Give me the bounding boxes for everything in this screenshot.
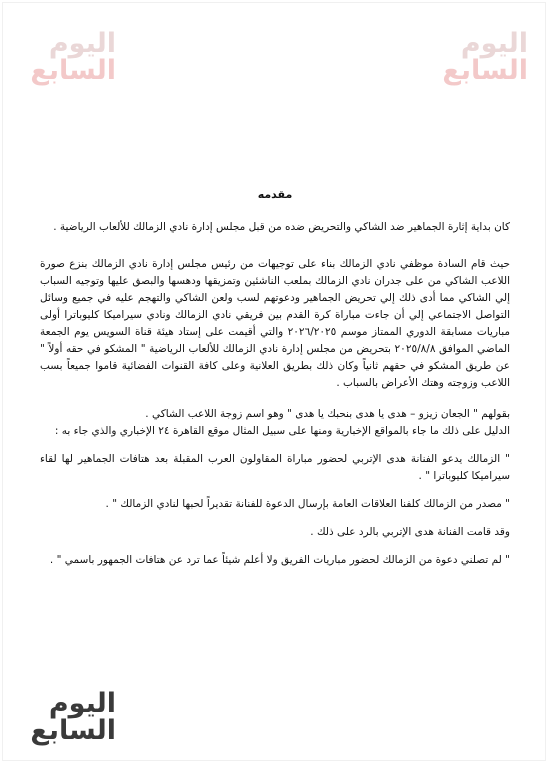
paragraph-reply: وقد قامت الفنانة هدى الإتربي بالرد على ذلك . bbox=[310, 526, 510, 538]
watermark-logo-top-left bbox=[30, 28, 116, 88]
watermark-line2 bbox=[442, 57, 528, 84]
watermark-line2-text: السابع bbox=[442, 55, 528, 86]
paragraph-evidence: الدليل على ذلك ما جاء بالمواقع الإخبارية ومنها على سبيل المثال موقع القاهرة ٢٤ الإخباري والذي جاء به : bbox=[54, 425, 510, 437]
paragraph-quote-3: " لم تصلني دعوة من الزمالك لحضور مباريات الفريق ولا أعلم شيئاً عما ترد عن هتافات الجمهور باسمي " . bbox=[49, 554, 510, 566]
logo-line2 bbox=[30, 717, 116, 744]
paragraph-intro: كان بداية إثارة الجماهير ضد الشاكي والتحريض ضده من قبل مجلس إدارة نادي الزمالك للألعاب الرياضية . bbox=[53, 221, 510, 233]
logo-line2-text: السابع bbox=[30, 715, 116, 746]
paragraph-chants: بقولهم " الجعان زيزو – هدى يا هدى بنحبك يا هدى " وهو اسم زوجة اللاعب الشاكي . bbox=[145, 408, 510, 420]
paragraph-facts: حيث قام السادة موظفي نادي الزمالك بناء على توجيهات من رئيس مجلس إدارة نادي الزمالك بنزع صورة اللاعب الشاكي من على جدران نادي الزمالك بملعب الناشئين وتمزيقها ودهسها والبصق عليها وتوجيه السباب إلي الشاكي مما أدى ذلك إلي تحريض الجماهير ودعوتهم لسب ولعن الشاكي والتهجم عليه في جميع وسائل التواصل الاجتماعي إلي أن جاءت مباراة كرة القدم بين فريقي نادي الزمالك ونادي سيراميكا كليوباترا أولى مباريات مسابقة الدوري الممتاز موسم ٢٠٢٦/٢٠٢٥ والتي أقيمت على إستاد هيئة قناة السويس يوم الجمعة الماضي الموافق ٢٠٢٥/٨/٨ بتحريض من مجلس إدارة نادي الزمالك للألعاب الرياضية " المشكو في حقه أولاً " عن طريق المشكو في حقهم ثانياً وكان ذلك بطريق العلانية وعلى كافة القنوات الفضائية قاموا جميعاً بسب اللاعب وزوجته وهتك الأعراض بالسباب . bbox=[40, 258, 511, 389]
paragraph-quote-2: " مصدر من الزمالك كلفنا العلاقات العامة بإرسال الدعوة للفنانة تقديراً لحبها لنادي الزمالك " . bbox=[105, 498, 510, 510]
watermark-line1: اليوم bbox=[48, 28, 116, 59]
document-title: مقدمه bbox=[257, 188, 293, 201]
logo-bottom-left bbox=[30, 688, 116, 748]
paragraph-quote-1: " الزمالك يدعو الفنانة هدى الإتربي لحضور مباراة المقاولون العرب المقبلة بعد هتافات الجماهير لها لقاء سيراميكا كليوباترا " . bbox=[40, 453, 510, 482]
logo-line1: اليوم bbox=[48, 688, 116, 719]
watermark-logo-top-right bbox=[442, 28, 528, 88]
watermark-line2-text: السابع bbox=[30, 55, 116, 86]
watermark-line1: اليوم bbox=[460, 28, 528, 59]
watermark-line2 bbox=[30, 57, 116, 84]
document-body bbox=[40, 188, 510, 569]
